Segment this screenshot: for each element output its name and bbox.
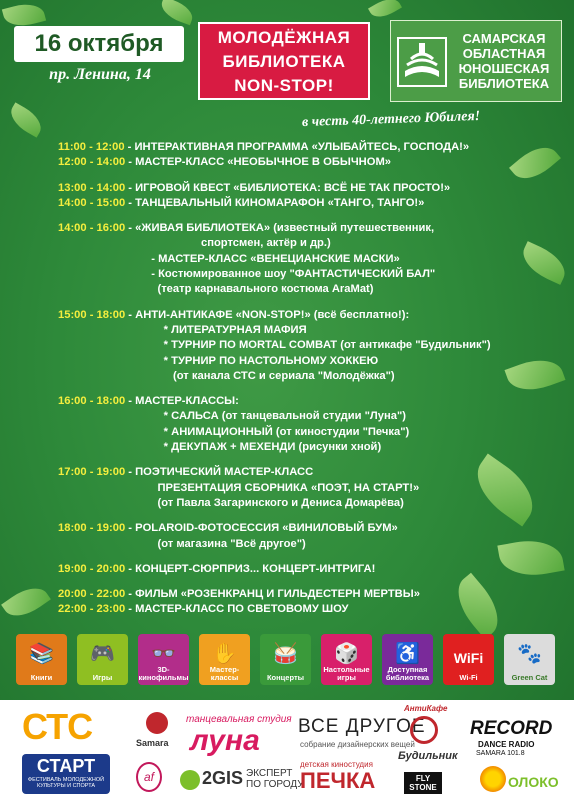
library-name — [451, 31, 557, 91]
record-radio-logo: RECORD — [470, 718, 553, 739]
schedule-time: 20:00 - 22:00 — [58, 588, 126, 601]
amenity-label: 3D-кинофильмы — [138, 665, 189, 682]
oloko-logo-icon — [480, 766, 506, 792]
ctc-logo: СТС — [22, 706, 93, 747]
budilnik-logo: Будильник — [398, 750, 458, 762]
schedule-time: 22:00 - 23:00 — [58, 603, 126, 616]
schedule-list — [58, 140, 528, 618]
leaf-decoration — [5, 102, 46, 137]
amenity-tile — [504, 634, 555, 685]
twogis-logo-icon — [180, 770, 200, 790]
schedule-gap — [58, 577, 528, 587]
library-name-line: САМАРСКАЯ — [462, 31, 546, 46]
schedule-row — [58, 537, 528, 552]
schedule-activity: - МАСТЕР-КЛАСС ПО СВЕТОВОМУ ШОУ — [125, 603, 349, 616]
schedule-row — [58, 587, 528, 602]
amenity-label: Игры — [92, 673, 113, 682]
3d-glasses-icon: 👓 — [151, 643, 176, 665]
schedule-activity-continuation: спортсмен, актёр и др.) — [58, 237, 331, 250]
schedule-activity-continuation: (от магазина "Всё другое") — [58, 537, 306, 550]
schedule-activity: - МАСТЕР-КЛАССЫ: — [125, 395, 239, 408]
schedule-gap — [58, 511, 528, 521]
oloko-logo: ОЛОКО — [508, 774, 559, 790]
accessibility-icon: ♿ — [395, 643, 420, 665]
schedule-activity-continuation: (от канала СТС и сериала "Молодёжка") — [58, 369, 395, 382]
event-title-badge — [198, 22, 370, 100]
schedule-row — [58, 369, 528, 384]
schedule-activity-continuation: ПРЕЗЕНТАЦИЯ СБОРНИКА «ПОЭТ, НА СТАРТ!» — [58, 481, 420, 494]
schedule-gap — [58, 298, 528, 308]
schedule-time: 13:00 - 14:00 — [58, 181, 126, 194]
library-book-icon — [397, 37, 447, 87]
alarm-clock-icon — [410, 716, 438, 744]
schedule-row — [58, 140, 528, 155]
sponsors-strip — [0, 700, 574, 800]
amenity-tile — [138, 634, 189, 685]
schedule-activity: - ТАНЦЕВАЛЬНЫЙ КИНОМАРАФОН «ТАНГО, ТАНГО!» — [125, 196, 425, 209]
schedule-gap — [58, 552, 528, 562]
amenity-label: Доступная библиотека — [385, 665, 430, 682]
schedule-row — [58, 282, 528, 297]
amenity-label: Настольные игры — [323, 665, 370, 682]
schedule-row — [58, 323, 528, 338]
schedule-activity: - КОНЦЕРТ-СЮРПРИЗ... КОНЦЕРТ-ИНТРИГА! — [125, 562, 376, 575]
pechka-logo: ПЕЧКА — [300, 768, 376, 793]
twogis-logo: 2GIS — [202, 768, 244, 788]
schedule-activity-continuation: - Костюмированное шоу "ФАНТАСТИЧЕСКИЙ БАЛ" — [58, 268, 436, 281]
library-name-line: ОБЛАСТНАЯ — [462, 46, 546, 61]
schedule-gap — [58, 384, 528, 394]
schedule-time: 19:00 - 20:00 — [58, 562, 126, 575]
schedule-time: 17:00 - 19:00 — [58, 466, 126, 479]
record-radio-caption: DANCE RADIO — [478, 740, 535, 749]
wifi-icon: WiFi — [453, 650, 484, 666]
leaf-decoration — [1, 580, 51, 625]
schedule-activity-continuation: * САЛЬСА (от танцевальной студии "Луна") — [58, 410, 406, 423]
schedule-activity-continuation: * АНИМАЦИОННЫЙ (от киностудии "Печка") — [58, 425, 410, 438]
luna-studio-caption: танцевальная студия — [186, 714, 292, 725]
twogis-caption: ЭКСПЕРТ ПО ГОРОДУ — [246, 768, 304, 790]
event-title-line: БИБЛИОТЕКА — [222, 52, 346, 71]
schedule-activity: - POLAROID-ФОТОСЕССИЯ «ВИНИЛОВЫЙ БУМ» — [125, 522, 398, 535]
schedule-time: 12:00 - 14:00 — [58, 156, 126, 169]
schedule-row — [58, 409, 528, 424]
library-logo-block — [390, 20, 562, 102]
gamepad-icon: 🎮 — [90, 643, 115, 665]
schedule-gap — [58, 171, 528, 181]
schedule-row — [58, 252, 528, 267]
budilnik-caption: АнтиКафе — [404, 704, 448, 713]
schedule-row — [58, 562, 528, 577]
schedule-row — [58, 602, 528, 617]
schedule-activity: - АНТИ-АНТИКАФЕ «NON-STOP!» (всё бесплатно!): — [125, 308, 410, 321]
schedule-time: 16:00 - 18:00 — [58, 395, 126, 408]
vse-drugoe-caption: собрание дизайнерских вещей — [300, 740, 415, 749]
amenity-label: Мастер-классы — [209, 665, 240, 682]
schedule-row — [58, 425, 528, 440]
event-title-line: NON-STOP! — [234, 76, 334, 95]
schedule-row — [58, 496, 528, 511]
schedule-activity: - «ЖИВАЯ БИБЛИОТЕКА» (известный путешественник, — [125, 222, 435, 235]
board-game-icon: 🎲 — [334, 643, 359, 665]
schedule-row — [58, 267, 528, 282]
fox-logo-icon — [146, 712, 168, 734]
schedule-activity-continuation: (театр карнавального костюма AraMat) — [58, 283, 374, 296]
start-logo-title: СТАРТ — [36, 756, 96, 776]
jubilee-caption: в честь 40-летнего Юбилея! — [301, 108, 481, 131]
schedule-time: 15:00 - 18:00 — [58, 308, 126, 321]
schedule-activity-continuation: * ДЕКУПАЖ + МЕХЕНДИ (рисунки хной) — [58, 441, 382, 454]
books-icon: 📚 — [29, 643, 54, 665]
library-name-line: ЮНОШЕСКАЯ — [458, 61, 550, 76]
leaf-decoration — [158, 0, 196, 25]
schedule-activity: - ИГРОВОЙ КВЕСТ «БИБЛИОТЕКА: ВСЁ НЕ ТАК ПРОСТО!» — [125, 181, 451, 194]
schedule-time: 14:00 - 16:00 — [58, 222, 126, 235]
amenity-label: Green Cat — [511, 673, 548, 682]
schedule-row — [58, 308, 528, 323]
schedule-row — [58, 440, 528, 455]
record-radio-frequency: SAMARA 101.8 — [476, 750, 525, 757]
schedule-activity: - МАСТЕР-КЛАСС «НЕОБЫЧНОЕ В ОБЫЧНОМ» — [125, 156, 391, 169]
schedule-row — [58, 481, 528, 496]
schedule-activity: - ИНТЕРАКТИВНАЯ ПРОГРАММА «УЛЫБАЙТЕСЬ, ГОСПОДА!» — [124, 141, 470, 153]
schedule-activity-continuation: - МАСТЕР-КЛАСС «ВЕНЕЦИАНСКИЕ МАСКИ» — [58, 252, 400, 265]
drums-icon: 🥁 — [273, 643, 298, 665]
schedule-row — [58, 354, 528, 369]
amenity-tile — [443, 634, 494, 685]
schedule-gap — [58, 211, 528, 221]
pechka-caption: детская киностудия — [300, 760, 373, 769]
schedule-row — [58, 196, 528, 211]
schedule-activity: - ПОЭТИЧЕСКИЙ МАСТЕР-КЛАСС — [125, 466, 314, 479]
schedule-row — [58, 155, 528, 170]
start-logo-subtitle: ФЕСТИВАЛЬ МОЛОДЕЖНОЙ КУЛЬТУРЫ И СПОРТА — [27, 777, 105, 789]
schedule-activity: - ФИЛЬМ «РОЗЕНКРАНЦ И ГИЛЬДЕСТЕРН МЕРТВЫ» — [125, 588, 420, 601]
schedule-activity-continuation: * ТУРНИР ПО MORTAL COMBAT (от антикафе "Будильник") — [58, 339, 491, 352]
luna-logo: луна — [190, 724, 260, 757]
schedule-activity-continuation: (от Павла Загаринского и Дениса Домарёва) — [58, 496, 404, 509]
schedule-row — [58, 338, 528, 353]
samara-logo-caption: Samara — [136, 738, 169, 748]
schedule-row — [58, 221, 528, 236]
amenity-tile — [260, 634, 311, 685]
flystone-logo: FLY STONE — [404, 772, 442, 794]
amenity-label: Концерты — [266, 673, 305, 682]
schedule-row — [58, 521, 528, 536]
amenity-tile — [199, 634, 250, 685]
amenity-tile — [382, 634, 433, 685]
library-name-line: БИБЛИОТЕКА — [458, 76, 550, 91]
schedule-time: 11:00 - 12:00 — [58, 141, 125, 153]
event-title-line: МОЛОДЁЖНАЯ — [217, 28, 351, 47]
start-logo — [22, 754, 110, 794]
schedule-time: 14:00 - 15:00 — [58, 196, 126, 209]
schedule-gap — [58, 455, 528, 465]
amenity-label: Wi-Fi — [459, 673, 478, 682]
schedule-row — [58, 181, 528, 196]
amenities-icon-row — [16, 634, 562, 688]
af-logo-icon: af — [136, 762, 162, 792]
schedule-row — [58, 465, 528, 480]
amenity-tile — [16, 634, 67, 685]
event-address: пр. Ленина, 14 — [49, 66, 151, 83]
schedule-time: 18:00 - 19:00 — [58, 522, 126, 535]
schedule-activity-continuation: * ЛИТЕРАТУРНАЯ МАФИЯ — [58, 323, 307, 336]
amenity-tile — [321, 634, 372, 685]
hand-icon: ✋ — [212, 643, 237, 665]
event-date: 16 октября — [14, 26, 184, 62]
amenity-label: Книги — [30, 673, 53, 682]
schedule-row — [58, 236, 528, 251]
green-cat-logo-icon: 🐾 — [517, 643, 542, 665]
amenity-tile — [77, 634, 128, 685]
schedule-row — [58, 394, 528, 409]
vse-drugoe-logo: ВСЕ ДРУГОЕ — [298, 716, 426, 737]
schedule-activity-continuation: * ТУРНИР ПО НАСТОЛЬНОМУ ХОККЕЮ — [58, 354, 379, 367]
